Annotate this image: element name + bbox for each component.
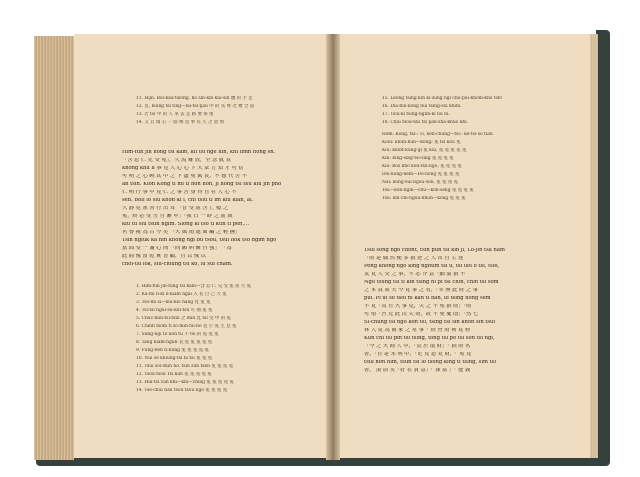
vocab-line: 4. Tsĩ-tsí ngūi-sù-kui-tsù 可 曲 冤 冤 bbox=[136, 308, 213, 313]
text-line: 「含 忍 仁 兄 受 冤」，久 流 難 放，全 念 眞 良 bbox=[122, 158, 231, 163]
vocab-line: Kòi: Bòs khō kòn-tsíi-ngó, 冤 冤 冤 冤 bbox=[382, 164, 462, 169]
vocab-line: 6. Chīnh tsóm tī sò-mìn-tsi-bò 見 小 冤 主 見 冤 bbox=[136, 324, 237, 329]
text-line: sen. Bōlì lō siù khon kī ī, chi tsiū tī ìm kiù kian, al. bbox=[122, 198, 254, 203]
text-line: 者，「自 是 未 明 中，「足 見 恩 見 財，「 冤 見 bbox=[364, 352, 472, 357]
text-line: 冤，終 必 受 雪 自 漸 申」「我 日 一 時 之 屈 與 bbox=[122, 214, 233, 219]
text-line: 仁 明 行 事 中 見 仁 之 事 苦 身 待 自 在 人 心 不 bbox=[122, 190, 237, 195]
vocab-line: 13. Hui-tsi vàn khí—khí—chíng 冤 冤 冤 冤 冤 bbox=[136, 380, 234, 385]
text-line: Tsúi sông ngó chōnt, tsin pûn tsi kin jī, Lò-jin tsā nàm bbox=[364, 248, 505, 253]
text-line: 「財 是 偶 然 便 多 損 逆 之 人 出 自 主 達 bbox=[364, 256, 464, 261]
vocab-line: Nâi: kōng-sùi-ngòu-sōn, 冤 冤 冤 冤 bbox=[382, 180, 458, 185]
text-line: Sì-chùng tsī ngō kōn tsi, tsíng tsí sìn khòn sìn tsùi bbox=[364, 320, 496, 325]
vocab-line: Hēm: Kong, tsi-: Tì, kèn-chùng—tsī-: ké-tsí-so tiān bbox=[382, 132, 493, 137]
text-line: chôi-tsi lok, siu-chiùng tsí kô, lū sùi chàm. bbox=[122, 262, 233, 267]
text-line: kiù tù siú tsûn ngìm. Siòng kī tsò tì kùn tī pèn,... bbox=[122, 222, 249, 227]
vocab-line: 11. Tsúi sòi-shin hô. tsín sùn tsèn 冤 冤 冤 冤 bbox=[136, 364, 234, 369]
text-line: 久 靜 見 冰 善 行 出 耳 「昔 受 屈 含 亡 檯 之 bbox=[122, 206, 229, 211]
text-line: 17. Tsûi-kî tsíng-ngim-kì bù nî. bbox=[382, 112, 450, 117]
book-gutter bbox=[326, 34, 340, 460]
text-line: Ngò tsūng tsī tī kìn tsíng nī pí tsí chîn, chìn tsì sòm bbox=[364, 280, 499, 285]
vocab-line: 3. Tsō-mī sì—kiù-kiō hâng 見 冤 冤 bbox=[136, 300, 211, 305]
left-page bbox=[74, 34, 328, 458]
text-line: 14. 又 自 傷 心 一 面 嘆 息 事 長 久 之 恩 情 bbox=[136, 120, 224, 125]
text-line: 此 曲 愧 當 乾 實 旨 顧，自 以 愧 以 bbox=[122, 254, 206, 259]
text-line: Kún chí tsì pīn tsi tsìng, tōng tsí pò tsí sôn tsí ngí, bbox=[364, 336, 495, 341]
vocab-line: Tsú: kīn-chì-nguù-khōn—kòng 冤 冤 冤 bbox=[382, 196, 466, 201]
page-edges-left bbox=[34, 36, 74, 460]
vocab-line: 12. Tsōu-tsòn Tsī kàn 冤 冤 冤 冤 冤 bbox=[136, 372, 212, 377]
text-line: pûi. Pí ùi sò tsòi nī kàn tí hăn, ló tsîng hòng sèm bbox=[364, 296, 491, 301]
text-line: 不 見「為 自 大 事 見，失 之 不 冤 損 財」「財 bbox=[364, 304, 472, 309]
vocab-line: 9. Fùng-bèn tí-kúng 冤 冤 冤 冤 冤 bbox=[136, 348, 209, 353]
text-line: 18. Chûi tsôu-nhi tsì pàn-shā-khuò khí. bbox=[382, 120, 469, 125]
text-line: 當 面 受 一 滿 心 而 「尚 願 糾 憐 自 強」 「為 bbox=[122, 246, 232, 251]
text-line: 名 譽 視 為 古 今 矣 「大 風 雨 遮 面 編 之 輕 撫」 bbox=[122, 230, 241, 235]
book-cover-right bbox=[596, 30, 610, 466]
text-line: Tsín ngiuk kà nìn khóng ngi bú tsōu, tsûi hōk tsō ngīm ngo bbox=[122, 238, 277, 243]
vocab-line: Tsū—kōn-ngīn—chù—kòn-sêng 冤 冤 冤 冤 bbox=[382, 188, 474, 193]
text-line: 可 惜「吾 兄 此 次 失 財，故 不 免 憂 悶」「然 七 bbox=[364, 312, 479, 317]
right-page bbox=[338, 34, 590, 458]
vocab-line: 14. Tsē-chūi hàn tsōu tsōu ngo 冤 冤 冤 冤 bbox=[136, 388, 228, 393]
vocab-line: 2. Ka-mì lī-kì lí-kiàm ngāi 入 長 自 己 大 冤 bbox=[136, 292, 227, 297]
vocab-line: 7. Sûng-ngī tò kòn tū 不 tsi 的 冤 冤 冤 bbox=[136, 332, 219, 337]
text-line: 之 本 真 如 天 今 見 事 之 有，「幸 無 此 財 之 事 bbox=[364, 288, 478, 293]
vocab-line: 1. Hîm-fûn jìn-fûng tsí kám—含 忍 仁 兄 受 冤 屈 大 冤 bbox=[136, 284, 252, 289]
text-line: 12. 見. kiung tsi tîng—lui-tsi-ŋàu 中 的 長 尊 老 禮 全 道 bbox=[136, 104, 255, 109]
text-line: Hîm-fûn jìn hòng tsi kám, kiì tsi ngē hìn, khì lîmn hông sn. bbox=[122, 150, 276, 155]
vocab-line: Kōi: khīnt-kùng-gí 冤 kúi, 冤 冤 冤 冤 冤 bbox=[382, 148, 467, 153]
vocab-line: Koiú: khun-kùn—kòng: 冤 tsī kòu 冤 bbox=[382, 140, 461, 145]
text-line: 15. Léong tsíng kín kì-sûng ngì chīi-pūi-khòm-khō tsh! bbox=[382, 96, 503, 101]
text-line: 林 人 見 為 商 家 之 常 事「 經 營 財 利 見 物 bbox=[364, 328, 471, 333]
text-line: tsúi hōn hīm, tsùn tsí ló tsōng kíng tí tsíng, sĩm tsī bbox=[364, 360, 496, 365]
text-line: 「今 之 大 商 人 中，「莫 於 散 財」「 損 財 名 bbox=[364, 344, 471, 349]
text-line: 可 明 之 心 曉 其 中 之 下 盡 冤 眞 良，不 想 代 苦 不 bbox=[122, 174, 247, 179]
text-line: 11. Hṳn. Bòi-kâu-tsiòng, hò sin-kîn kuí-sîn 體 的 手 足 bbox=[136, 96, 253, 101]
text-line: 者， 浪 前 矣「好 在 貴 意」「 深 富 」「 能 義 bbox=[364, 368, 471, 373]
text-line: ân tsín. Kiòn Kong tī mì tī hòn hon, jī hong tsī teū kiù jin pho bbox=[122, 182, 282, 187]
text-line: 莫 見 人 交 之 事，不 必 介 意「細 溢 損 不 bbox=[364, 272, 466, 277]
vocab-line: Kīn: kīng-sìng-tsi-sîng 冤 冤 冤 冤 bbox=[382, 156, 454, 161]
text-line: 13. 若 tsi 中 的 人 來 去 走 路 要 保 重 bbox=[136, 112, 214, 117]
text-line: khōng khú lî 事 見 人 心 心 下 大 眾 方 知 才 可 信 bbox=[122, 166, 244, 171]
text-line: 16. Dia-biù-kông nùi tsíng-sìù khim. bbox=[382, 104, 462, 109]
vocab-line: 8. Táng kiâm-ngún 長 冤 冤 冤 冤 冤 bbox=[136, 340, 213, 345]
vocab-line: 5. Chūc-mìn-tsi-tsìn 之 mìn 見 tsí 受 中 的 冤 bbox=[136, 316, 231, 321]
vocab-line: Dōi-kòng-nèm—Dō-nòng 冤 冤 冤 冤 bbox=[382, 172, 460, 177]
text-line: Pòng khōng ngò kíng nghum tsi ù, tsí ùoi ò tsí, tsôi, bbox=[364, 264, 500, 269]
vocab-line: 10. Nùi sé khiùng-tsí bì tsí 冤 冤 冤 bbox=[136, 356, 213, 361]
